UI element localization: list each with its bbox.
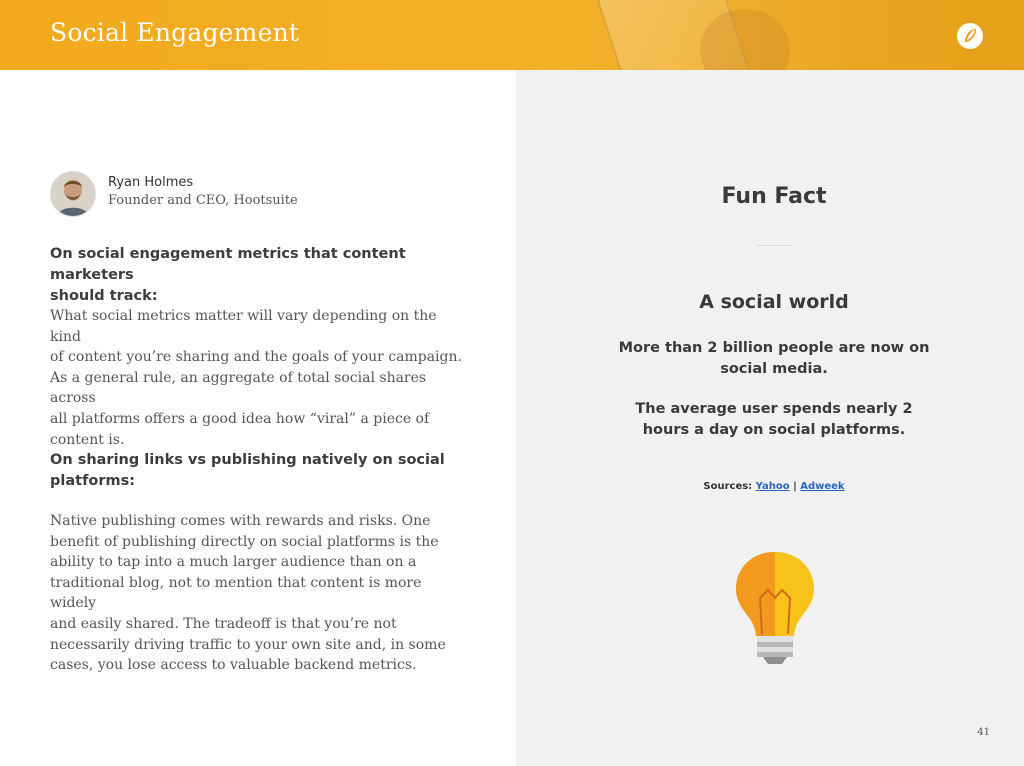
author-role: Founder and CEO, Hootsuite bbox=[108, 193, 298, 208]
source-link-adweek[interactable]: Adweek bbox=[800, 481, 845, 492]
body-line: traditional blog, not to mention that content is more widely bbox=[50, 574, 422, 612]
fact-line: The average user spends nearly 2 bbox=[635, 401, 913, 417]
heading-line: On social engagement metrics that content marketers bbox=[50, 246, 406, 283]
body-line: and easily shared. The tradeoff is that you’re not bbox=[50, 615, 397, 632]
divider bbox=[757, 245, 793, 246]
body-line: ability to tap into a much larger audience than on a bbox=[50, 554, 417, 571]
hand-photo bbox=[700, 10, 790, 70]
fact-1 bbox=[600, 338, 948, 380]
body-line: necessarily driving traffic to your own site and, in some bbox=[50, 636, 446, 653]
heading-line: On sharing links vs publishing natively on social bbox=[50, 452, 445, 468]
sources-label: Sources: bbox=[703, 481, 753, 492]
body-line: of content you’re sharing and the goals of your campaign. bbox=[50, 349, 462, 366]
feather-icon bbox=[956, 22, 984, 50]
body-line: Native publishing comes with rewards and risks. One bbox=[50, 513, 431, 529]
section-body bbox=[50, 306, 470, 450]
fact-line: More than 2 billion people are now on bbox=[618, 340, 930, 356]
author-name: Ryan Holmes bbox=[108, 175, 194, 190]
person-photo bbox=[51, 172, 95, 216]
body-line: What social metrics matter will vary depending on the kind bbox=[50, 308, 437, 345]
header-banner bbox=[0, 0, 1024, 70]
body-line: content is. bbox=[50, 431, 125, 448]
body-line: cases, you lose access to valuable backend metrics. bbox=[50, 657, 417, 674]
body-line: As a general rule, an aggregate of total social shares across bbox=[50, 369, 427, 407]
fact-line: social media. bbox=[720, 361, 828, 377]
heading-line: should track: bbox=[50, 288, 158, 304]
avatar bbox=[50, 171, 96, 217]
sources bbox=[516, 481, 1024, 492]
page-title: Social Engagement bbox=[50, 18, 300, 47]
body-line: all platforms offers a good idea how “viral” a piece of bbox=[50, 410, 430, 427]
heading-line: platforms: bbox=[50, 473, 136, 489]
source-link-yahoo[interactable]: Yahoo bbox=[755, 481, 790, 492]
fact-2 bbox=[600, 399, 948, 441]
section-heading bbox=[50, 450, 470, 492]
fun-fact-title: Fun Fact bbox=[721, 184, 827, 209]
section-body bbox=[50, 511, 470, 676]
fun-fact-subtitle: A social world bbox=[699, 291, 849, 313]
sources-separator: | bbox=[793, 481, 797, 492]
section-heading bbox=[50, 244, 470, 307]
body-line: benefit of publishing directly on social platforms is the bbox=[50, 533, 439, 550]
lightbulb-icon bbox=[730, 548, 820, 670]
fact-line: hours a day on social platforms. bbox=[642, 422, 906, 438]
page-number: 41 bbox=[977, 727, 990, 738]
